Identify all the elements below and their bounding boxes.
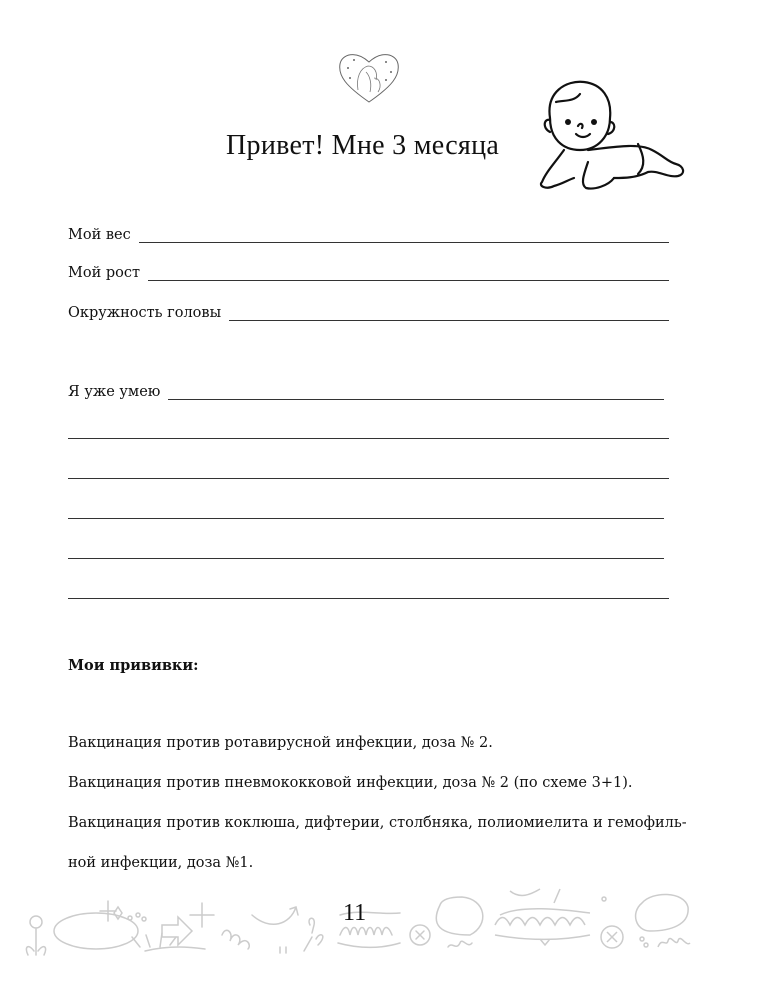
head-circumference-input-line[interactable]: [229, 306, 669, 321]
weight-input-line[interactable]: [139, 228, 669, 243]
skills-field[interactable]: [68, 380, 664, 400]
skills-blank-line[interactable]: [68, 477, 669, 479]
height-input-line[interactable]: [148, 266, 669, 281]
skills-label: Я уже умею: [68, 384, 161, 400]
page-title: Привет! Мне 3 месяца: [226, 130, 500, 161]
weight-label: Мой вес: [68, 227, 131, 243]
page-number: 11: [343, 900, 367, 926]
vaccination-item: ной инфекции, доза №1.: [68, 855, 254, 871]
vaccinations-heading: Мои прививки:: [68, 657, 199, 674]
vaccination-item: Вакцинация против ротавирусной инфекции, доза № 2.: [68, 735, 493, 751]
vaccination-item: Вакцинация против коклюша, дифтерии, столбняка, полиомиелита и гемофиль-: [68, 815, 687, 831]
weight-field[interactable]: [68, 223, 669, 243]
skills-blank-line[interactable]: [68, 597, 669, 599]
skills-blank-line[interactable]: [68, 437, 669, 439]
skills-input-line[interactable]: [168, 385, 664, 400]
doodle-border: [0, 885, 759, 960]
heart-mother-baby-icon: [336, 50, 402, 104]
skills-blank-line[interactable]: [68, 517, 664, 519]
crawling-baby-illustration: [528, 78, 688, 198]
head-circumference-label: Окружность головы: [68, 305, 222, 321]
height-field[interactable]: [68, 261, 669, 281]
vaccination-item: Вакцинация против пневмококковой инфекции, доза № 2 (по схеме 3+1).: [68, 775, 633, 791]
skills-blank-line[interactable]: [68, 557, 664, 559]
head-circumference-field[interactable]: [68, 301, 669, 321]
height-label: Мой рост: [68, 265, 141, 281]
